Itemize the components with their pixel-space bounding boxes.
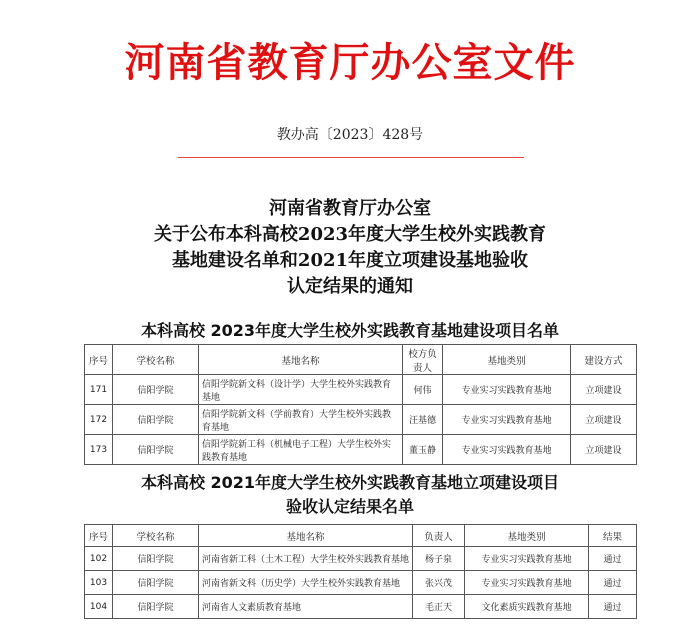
cell-category: 专业实习实践教育基地 bbox=[443, 435, 571, 465]
document-header-title: 河南省教育厅办公室文件 bbox=[124, 39, 576, 86]
cell-index: 104 bbox=[85, 595, 113, 619]
cell-result: 通过 bbox=[589, 571, 637, 595]
notice-title-line: 河南省教育厅办公室 bbox=[269, 198, 431, 219]
cell-leader: 杨子泉 bbox=[413, 547, 465, 571]
cell-leader: 张兴茂 bbox=[413, 571, 465, 595]
cell-base-name: 河南省新工科（土木工程）大学生校外实践教育基地 bbox=[199, 547, 413, 571]
cell-index: 171 bbox=[85, 375, 113, 405]
cell-result: 通过 bbox=[589, 547, 637, 571]
cell-base-name: 信阳学院新文科（学前教育）大学生校外实践教育基地 bbox=[199, 405, 403, 435]
cell-base-name: 信阳学院新工科（机械电子工程）大学生校外实践教育基地 bbox=[199, 435, 403, 465]
cell-school: 信阳学院 bbox=[113, 375, 199, 405]
cell-category: 文化素质实践教育基地 bbox=[465, 595, 589, 619]
cell-school: 信阳学院 bbox=[113, 595, 199, 619]
table-row bbox=[85, 547, 637, 571]
cell-category: 专业实习实践教育基地 bbox=[443, 375, 571, 405]
cell-base-name: 河南省新文科（历史学）大学生校外实践教育基地 bbox=[199, 571, 413, 595]
table-row bbox=[85, 375, 637, 405]
cell-index: 172 bbox=[85, 405, 113, 435]
column-header: 基地名称 bbox=[199, 345, 403, 375]
cell-base-name: 河南省人文素质教育基地 bbox=[199, 595, 413, 619]
column-header: 基地类别 bbox=[465, 525, 589, 547]
section2-title-line1: 本科高校 2021年度大学生校外实践教育基地立项建设项目 bbox=[140, 473, 560, 492]
section1-table bbox=[84, 344, 637, 465]
column-header: 建设方式 bbox=[571, 345, 637, 375]
red-divider bbox=[178, 157, 524, 158]
cell-leader: 毛正天 bbox=[413, 595, 465, 619]
cell-leader: 汪基德 bbox=[403, 405, 443, 435]
cell-index: 103 bbox=[85, 571, 113, 595]
document-number: 教办高〔2023〕428号 bbox=[276, 127, 424, 143]
section1-title: 本科高校 2023年度大学生校外实践教育基地建设项目名单 bbox=[140, 321, 560, 340]
cell-method: 立项建设 bbox=[571, 375, 637, 405]
table-row bbox=[85, 435, 637, 465]
cell-category: 专业实习实践教育基地 bbox=[443, 405, 571, 435]
table-row bbox=[85, 571, 637, 595]
cell-method: 立项建设 bbox=[571, 435, 637, 465]
table-row bbox=[85, 595, 637, 619]
cell-school: 信阳学院 bbox=[113, 547, 199, 571]
cell-base-name: 信阳学院新文科（设计学）大学生校外实践教育基地 bbox=[199, 375, 403, 405]
column-header: 基地类别 bbox=[443, 345, 571, 375]
column-header: 负责人 bbox=[413, 525, 465, 547]
notice-title-line: 认定结果的通知 bbox=[287, 276, 413, 297]
cell-category: 专业实习实践教育基地 bbox=[465, 571, 589, 595]
notice-title-line: 基地建设名单和2021年度立项建设基地验收 bbox=[171, 250, 529, 271]
column-header: 校方负责人 bbox=[403, 345, 443, 375]
notice-title bbox=[0, 196, 700, 300]
section2-table bbox=[84, 524, 637, 619]
column-header: 结果 bbox=[589, 525, 637, 547]
cell-school: 信阳学院 bbox=[113, 571, 199, 595]
column-header: 基地名称 bbox=[199, 525, 413, 547]
cell-category: 专业实习实践教育基地 bbox=[465, 547, 589, 571]
column-header: 序号 bbox=[85, 525, 113, 547]
cell-school: 信阳学院 bbox=[113, 435, 199, 465]
cell-method: 立项建设 bbox=[571, 405, 637, 435]
cell-result: 通过 bbox=[589, 595, 637, 619]
cell-index: 102 bbox=[85, 547, 113, 571]
table-header-row bbox=[85, 345, 637, 375]
notice-title-line: 关于公布本科高校2023年度大学生校外实践教育 bbox=[153, 224, 547, 245]
cell-index: 173 bbox=[85, 435, 113, 465]
column-header: 学校名称 bbox=[113, 525, 199, 547]
cell-school: 信阳学院 bbox=[113, 405, 199, 435]
section2-title-line2: 验收认定结果名单 bbox=[285, 497, 414, 516]
table-row bbox=[85, 405, 637, 435]
table-header-row bbox=[85, 525, 637, 547]
column-header: 学校名称 bbox=[113, 345, 199, 375]
cell-leader: 董玉静 bbox=[403, 435, 443, 465]
column-header: 序号 bbox=[85, 345, 113, 375]
cell-leader: 何伟 bbox=[403, 375, 443, 405]
